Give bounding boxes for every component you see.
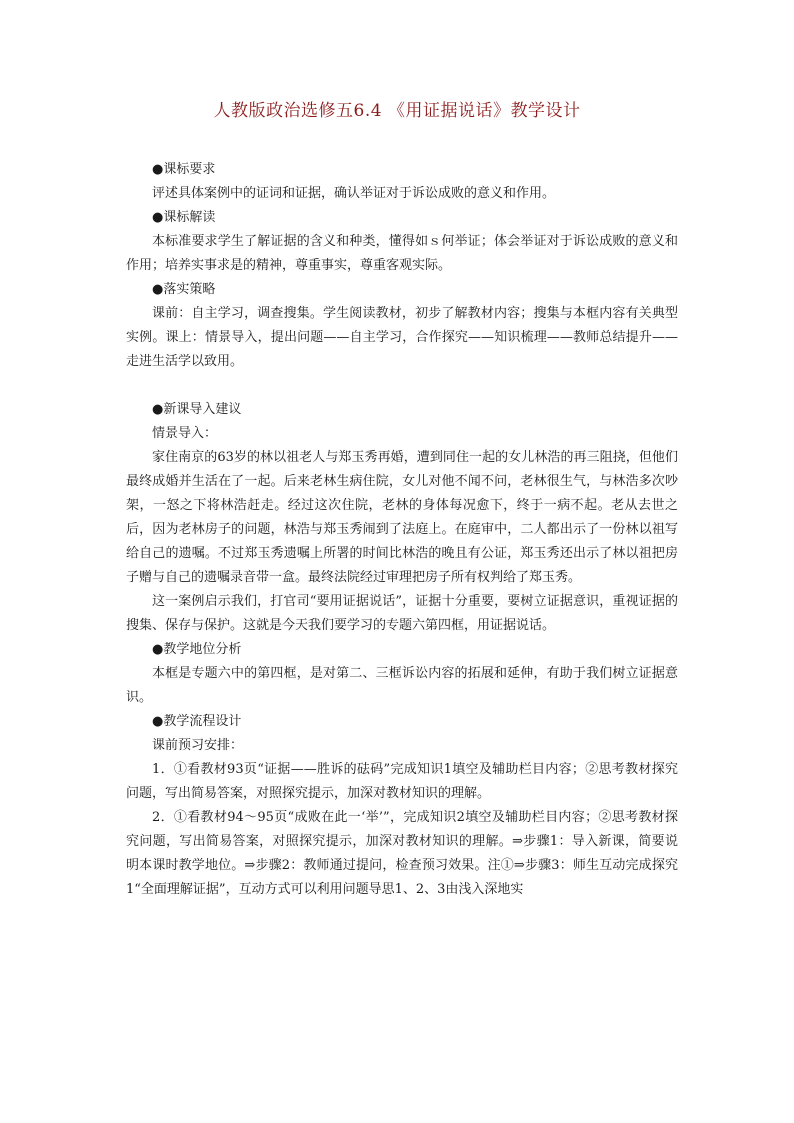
paragraph: 本标准要求学生了解证据的含义和种类，懂得如ｓ何举证；体会举证对于诉讼成败的意义和作用；培养实事求是的精神，尊重事实，尊重客观实际。 <box>126 234 678 273</box>
document-title: 人教版政治选修五6.4 《用证据说话》教学设计 <box>213 101 581 121</box>
paragraph: 情景导入： <box>152 426 218 441</box>
spacer <box>126 374 678 398</box>
paragraph: 家住南京的63岁的林以祖老人与郑玉秀再婚，遭到同住一起的女儿林浩的再三阻挠，但他们最终成婚并生活在了一起。后来老林生病住院，女儿对他不闻不问，老林很生气，与林浩多次吵架，一怒之下将林浩赶走。经过这次住院，老林的身体每况愈下，终于一病不起。老从去世之后，因为老林房子的问题，林浩与郑玉秀闹到了法庭上。在庭审中，二人都出示了一份林以祖写给自己的遗嘱。不过郑玉秀遗嘱上所署的时间比林浩的晚且有公证，郑玉秀还出示了林以祖把房子赠与自己的遗嘱录音带一盒。最终法院经过审理把房子所有权判给了郑玉秀。 <box>126 450 678 585</box>
paragraph: 本框是专题六中的第四框，是对第二、三框诉讼内容的拓展和延伸，有助于我们树立证据意识。 <box>126 666 678 705</box>
paragraph: 这一案例启示我们，打官司“要用证据说话”，证据十分重要，要树立证据意识，重视证据的搜集、保存与保护。这就是今天我们要学习的专题六第四框，用证据说话。 <box>126 594 678 633</box>
section-heading: ●课标要求 <box>152 162 216 177</box>
section-heading: ●教学流程设计 <box>152 714 242 729</box>
paragraph: 评述具体案例中的证词和证据，确认举证对于诉讼成败的意义和作用。 <box>152 186 556 201</box>
document-body <box>126 158 678 902</box>
paragraph: 2．①看教材94～95页“成败在此一‘举’”，完成知识2填空及辅助栏目内容；②思考教材探究问题，写出简易答案，对照探究提示，加深对教材知识的理解。⇒步骤1：导入新课，简要说明本课时教学地位。⇒步骤2：教师通过提问，检查预习效果。注①⇒步骤3：师生互动完成探究1“全面理解证据”，互动方式可以利用问题导思1、2、3由浅入深地实 <box>126 810 678 897</box>
paragraph: 课前预习安排： <box>152 738 244 753</box>
section-heading: ●落实策略 <box>152 282 216 297</box>
section-heading: ●教学地位分析 <box>152 642 242 657</box>
section-heading: ●新课导入建议 <box>152 402 242 417</box>
paragraph: 课前：自主学习，调查搜集。学生阅读教材，初步了解教材内容；搜集与本框内容有关典型实例。课上：情景导入，提出问题——自主学习，合作探究——知识梳理——教师总结提升——走进生活学以致用。 <box>126 306 678 369</box>
section-heading: ●课标解读 <box>152 210 216 225</box>
paragraph: 1．①看教材93页“证据——胜诉的砝码”完成知识1填空及辅助栏目内容；②思考教材探究问题，写出简易答案，对照探究提示，加深对教材知识的理解。 <box>126 762 678 801</box>
